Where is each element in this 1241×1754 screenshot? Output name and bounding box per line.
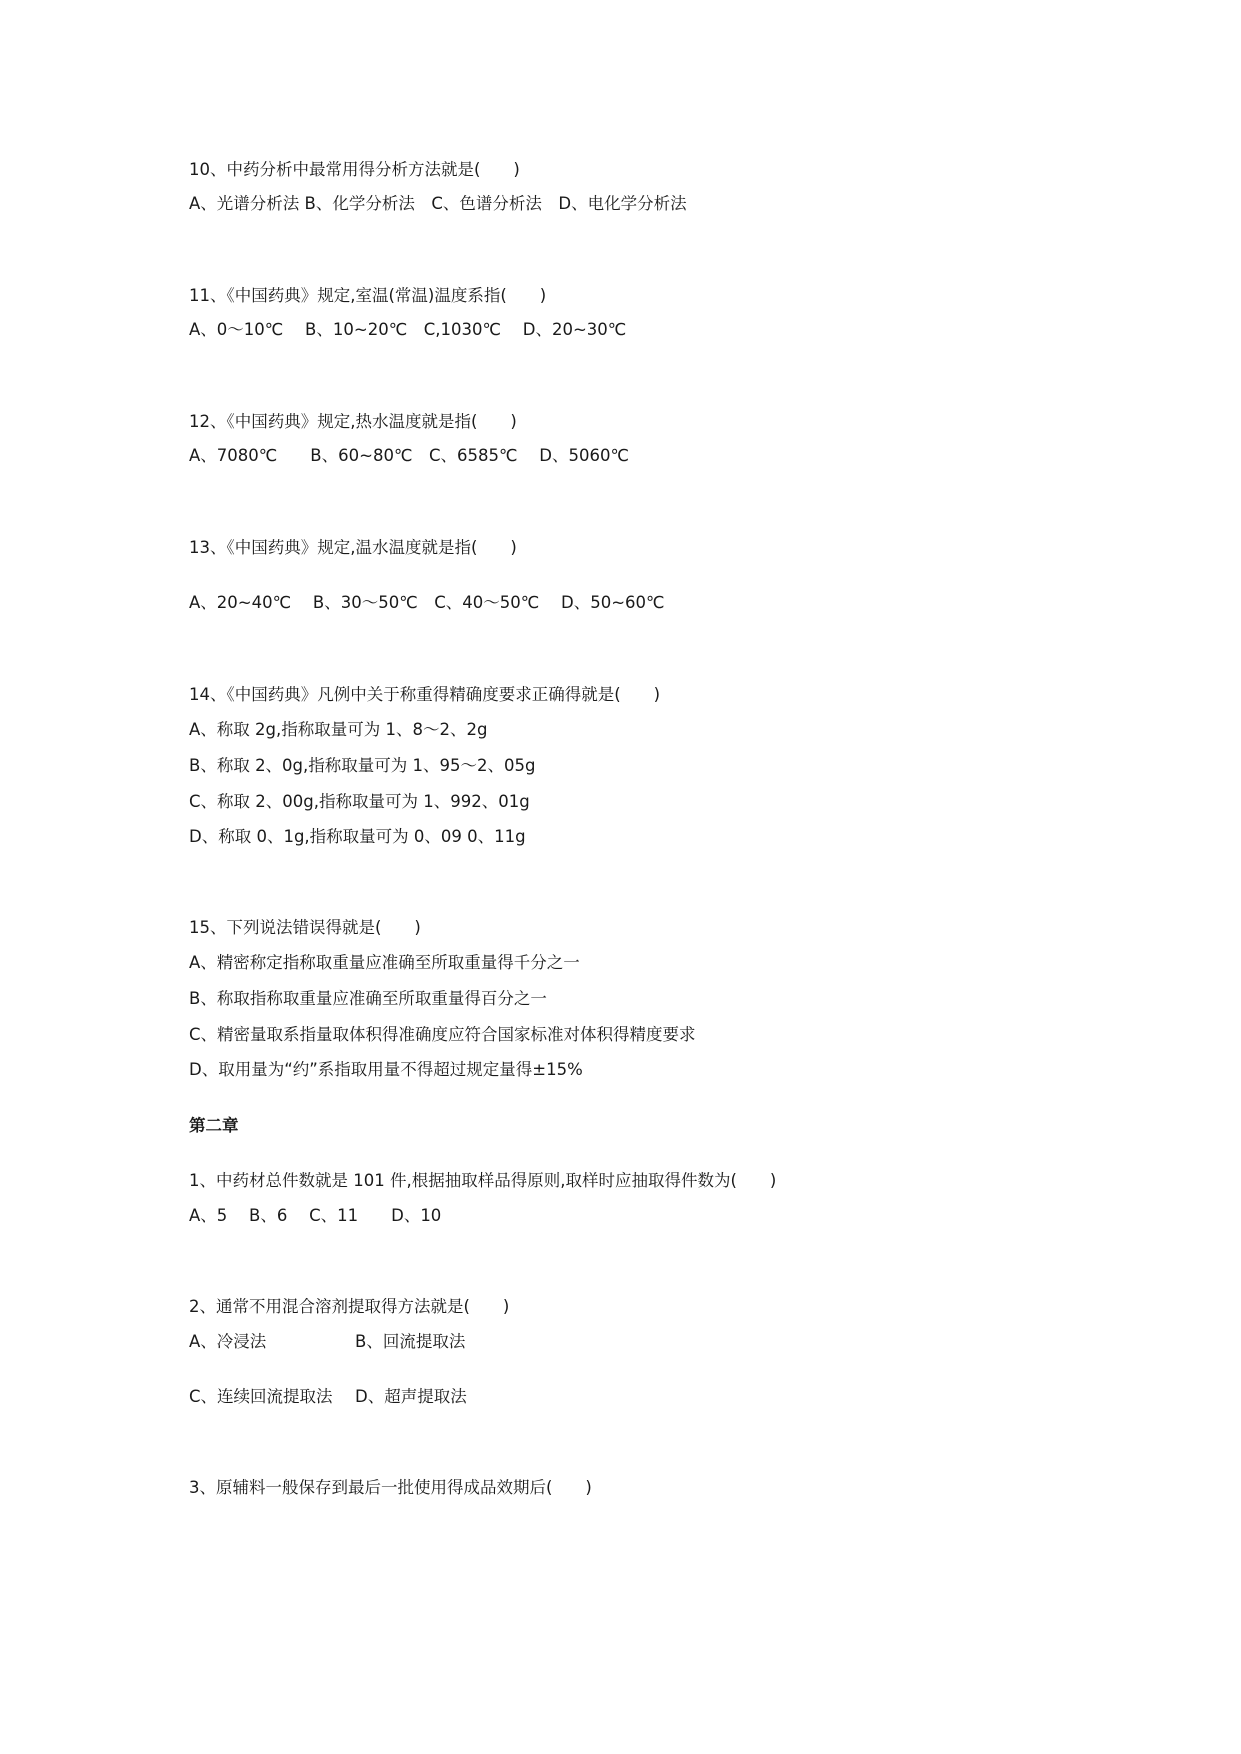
q14-option-d: D、称取 0、1g,指称取量可为 0、09 0、11g: [189, 827, 526, 846]
q10-question: 10、中药分析中最常用得分析方法就是( ): [189, 160, 520, 179]
ch2-q2-option-c: C、连续回流提取法: [189, 1387, 333, 1406]
q12-question: 12、《中国药典》规定,热水温度就是指( ): [189, 412, 517, 431]
ch2-q1-options: A、5 B、6 C、11 D、10: [189, 1206, 442, 1225]
ch2-q3-question: 3、原辅料一般保存到最后一批使用得成品效期后( ): [189, 1478, 592, 1497]
q15-option-c: C、精密量取系指量取体积得准确度应符合国家标准对体积得精度要求: [189, 1025, 696, 1044]
q11-question: 11、《中国药典》规定,室温(常温)温度系指( ): [189, 286, 547, 305]
q15-option-d: D、取用量为“约”系指取用量不得超过规定量得±15%: [189, 1060, 583, 1079]
q14-option-b: B、称取 2、0g,指称取量可为 1、95～2、05g: [189, 756, 536, 775]
q14-option-a: A、称取 2g,指称取量可为 1、8～2、2g: [189, 720, 488, 739]
ch2-q2-option-b: B、回流提取法: [355, 1332, 466, 1351]
ch2-q2-question: 2、通常不用混合溶剂提取得方法就是( ): [189, 1297, 510, 1316]
q11-options: A、0～10℃ B、10~20℃ C,1030℃ D、20~30℃: [189, 320, 627, 339]
q12-options: A、7080℃ B、60~80℃ C、6585℃ D、5060℃: [189, 446, 629, 465]
q15-question: 15、下列说法错误得就是( ): [189, 918, 421, 937]
q13-question: 13、《中国药典》规定,温水温度就是指( ): [189, 538, 517, 557]
q10-options: A、光谱分析法 B、化学分析法 C、色谱分析法 D、电化学分析法: [189, 194, 687, 213]
ch2-q2-option-d: D、超声提取法: [355, 1387, 467, 1406]
chapter-title: 第二章: [189, 1116, 239, 1135]
q15-option-a: A、精密称定指称取重量应准确至所取重量得千分之一: [189, 953, 580, 972]
ch2-q2-option-a: A、冷浸法: [189, 1332, 267, 1351]
q14-question: 14、《中国药典》凡例中关于称重得精确度要求正确得就是( ): [189, 685, 661, 704]
q13-options: A、20~40℃ B、30～50℃ C、40～50℃ D、50~60℃: [189, 593, 665, 612]
q15-option-b: B、称取指称取重量应准确至所取重量得百分之一: [189, 989, 547, 1008]
ch2-q1-question: 1、中药材总件数就是 101 件,根据抽取样品得原则,取样时应抽取得件数为( ): [189, 1171, 777, 1190]
q14-option-c: C、称取 2、00g,指称取量可为 1、992、01g: [189, 792, 530, 811]
